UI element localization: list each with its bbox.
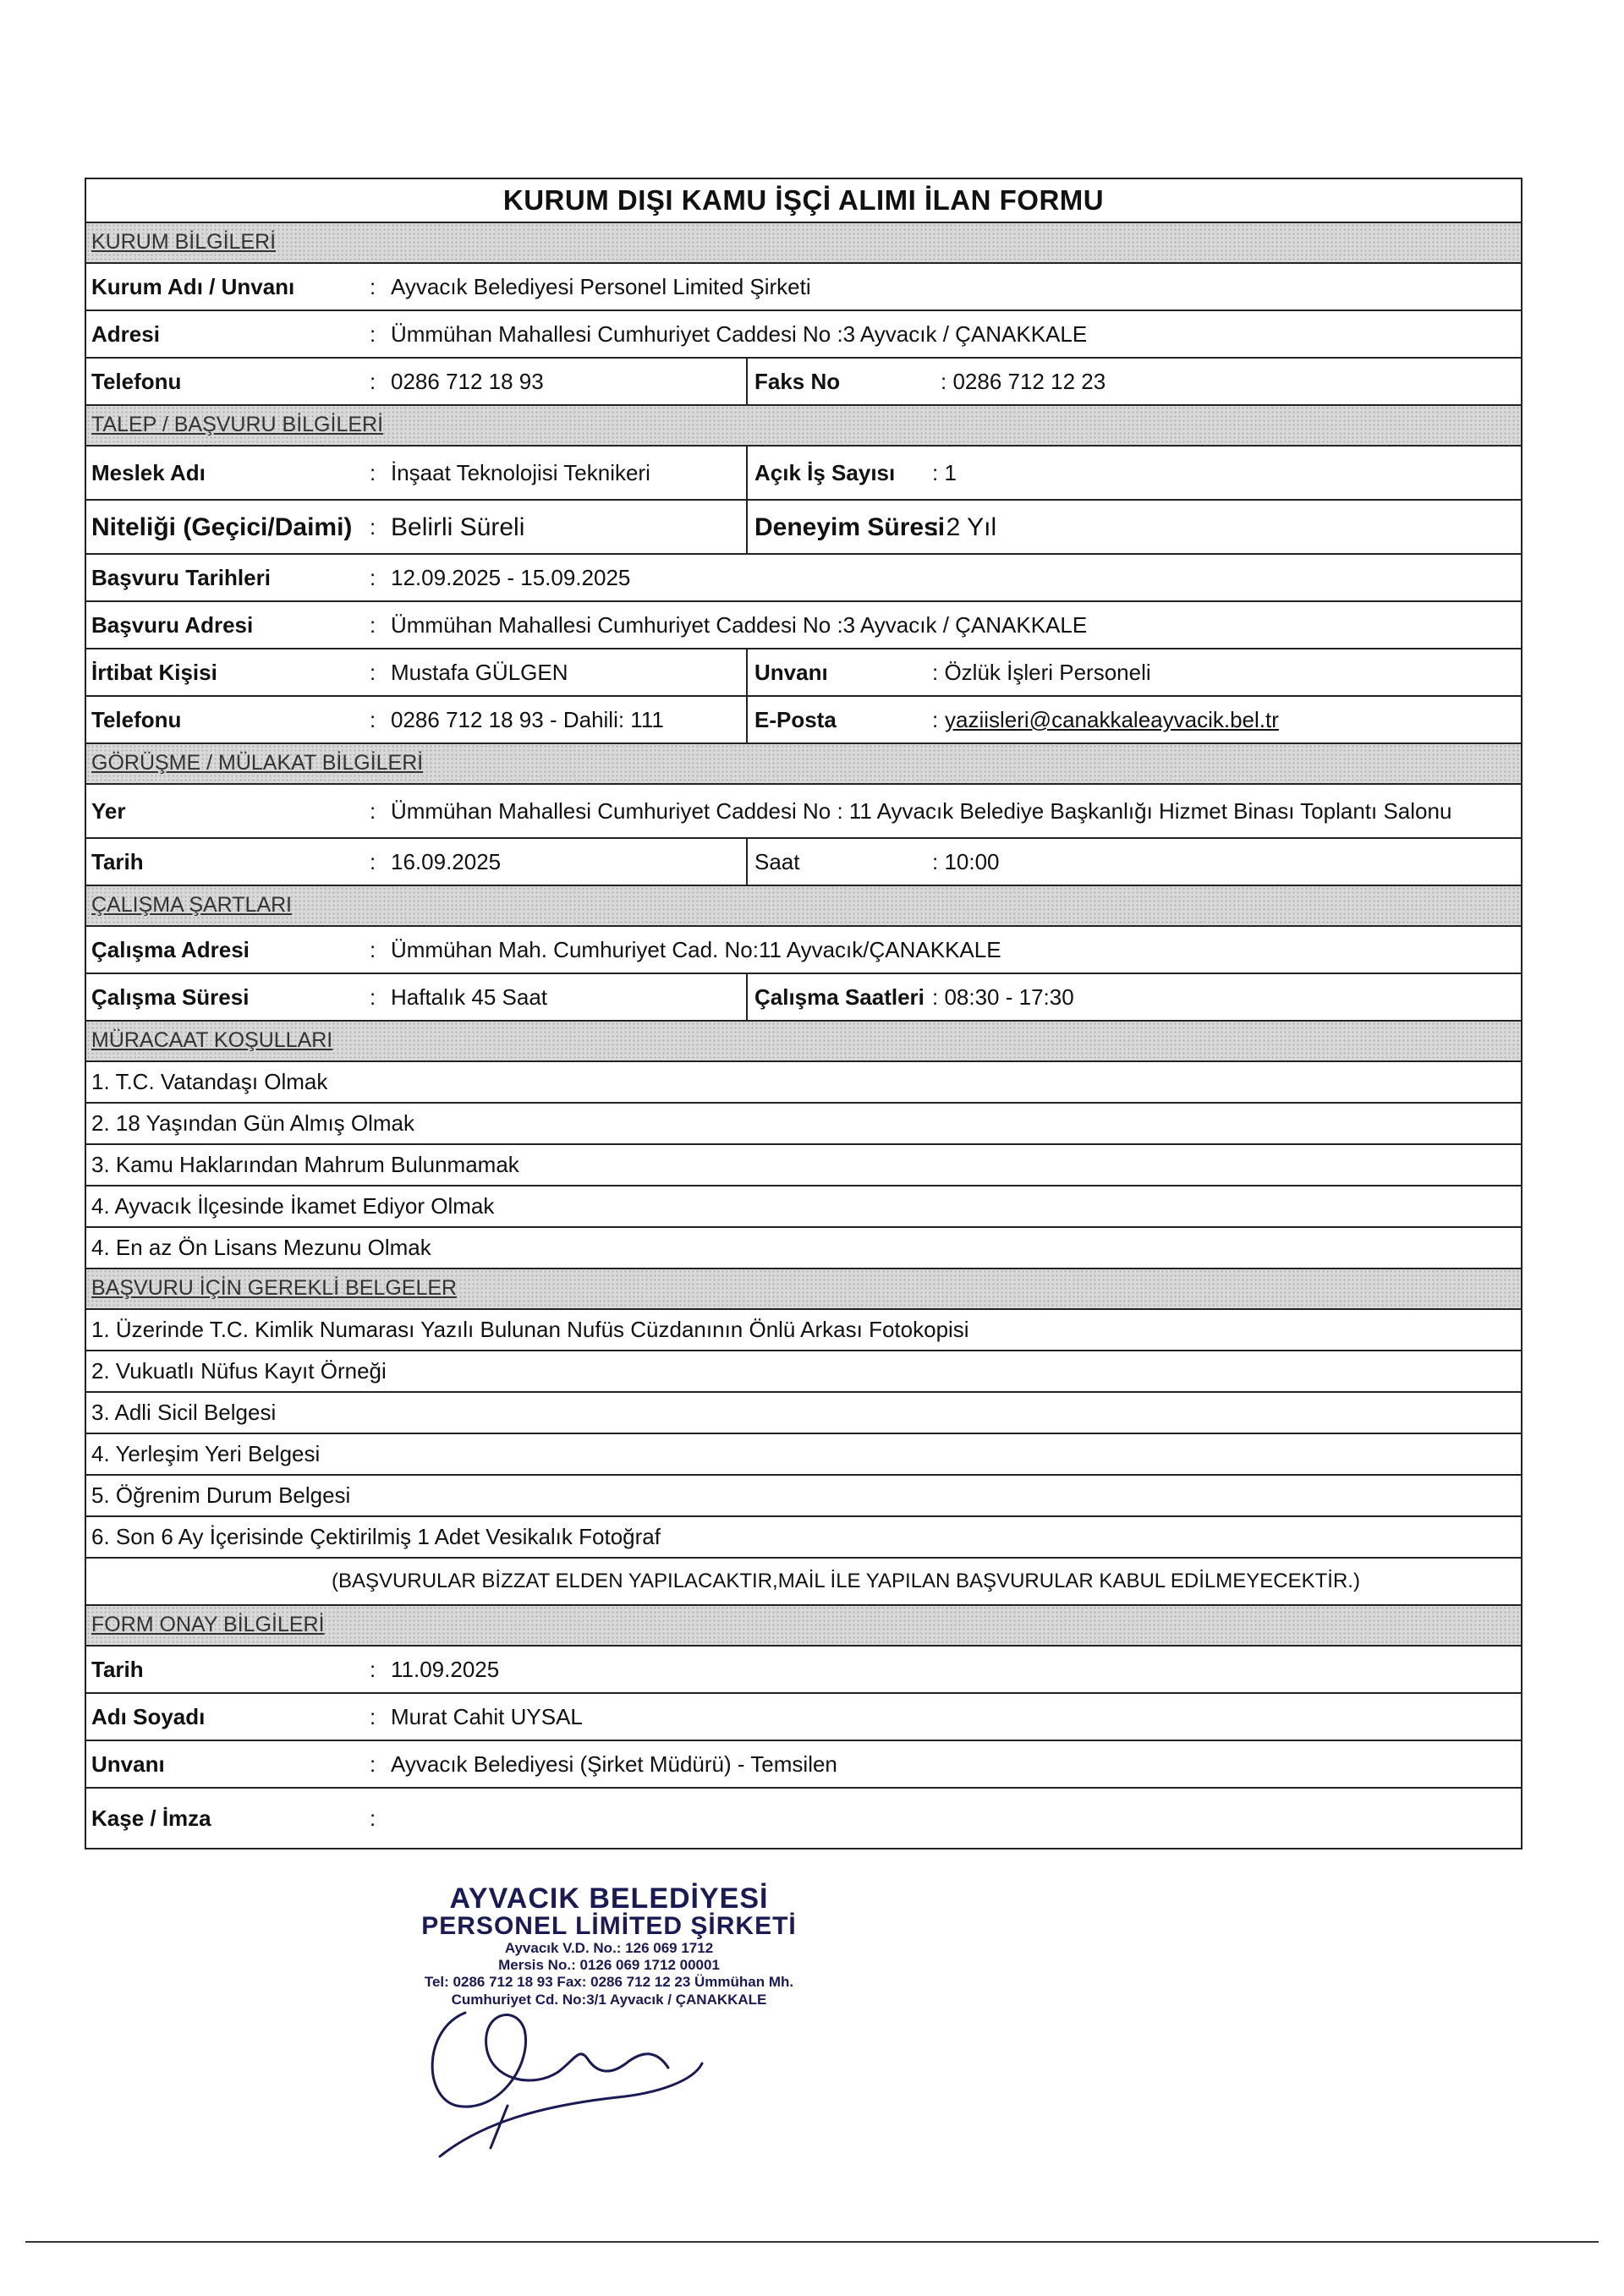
label-irtibat: İrtibat Kişisi — [91, 659, 217, 685]
stamp-line: Tel: 0286 712 18 93 Fax: 0286 712 12 23 Ümmühan Mh. — [424, 1974, 794, 1991]
row-irtibat-telefon — [86, 695, 1521, 743]
label-gorusme-yer: Yer — [91, 797, 126, 824]
label-onay-tarih: Tarih — [91, 1656, 144, 1682]
colon: : — [370, 706, 376, 732]
colon: : — [370, 368, 376, 394]
column-divider — [746, 357, 748, 404]
label-basvuru-adres: Başvuru Adresi — [91, 611, 254, 638]
row-kase-imza — [86, 1787, 1521, 1848]
value-faks: : 0286 712 12 23 — [941, 368, 1106, 394]
row-irtibat — [86, 648, 1521, 695]
value-kurum-adres: Ümmühan Mahallesi Cumhuriyet Caddesi No :3 Ayvacık / ÇANAKKALE — [391, 321, 1088, 347]
label-calisma-adres: Çalışma Adresi — [91, 936, 250, 962]
label-nitelik: Niteliği (Geçici/Daimi) — [91, 512, 353, 541]
label-acik-is: Açık İş Sayısı — [754, 459, 896, 485]
label-faks: Faks No — [754, 368, 841, 394]
value-kurum-adi: Ayvacık Belediyesi Personel Limited Şirketi — [391, 273, 811, 299]
section-talep: TALEP / BAŞVURU BİLGİLERİ — [86, 404, 1521, 445]
colon: : — [370, 1656, 376, 1682]
label-calisma-saatleri: Çalışma Saatleri — [754, 984, 924, 1010]
stamp-line: AYVACIK BELEDİYESİ — [449, 1882, 769, 1915]
value-acik-is: : 1 — [932, 459, 957, 485]
list-item: 4. Ayvacık İlçesinde İkamet Ediyor Olmak — [86, 1185, 1521, 1226]
value-deneyim: : 2 Yıl — [932, 512, 997, 541]
column-divider — [746, 695, 748, 743]
column-divider — [746, 648, 748, 695]
row-onay-unvan — [86, 1740, 1521, 1787]
application-note: (BAŞVURULAR BİZZAT ELDEN YAPILACAKTIR,MAİL İLE YAPILAN BAŞVURULAR KABUL EDİLMEYECEKTİR.) — [86, 1557, 1521, 1604]
colon: : — [932, 706, 939, 732]
value-irtibat-telefon: 0286 712 18 93 - Dahili: 111 — [391, 706, 664, 732]
colon: : — [370, 459, 376, 485]
stamp-line: Cumhuriyet Cd. No:3/1 Ayvacık / ÇANAKKALE — [451, 1991, 767, 2008]
label-eposta: E-Posta — [754, 706, 837, 732]
job-posting-form — [85, 178, 1522, 1849]
list-item: 3. Adli Sicil Belgesi — [86, 1391, 1521, 1433]
colon: : — [370, 848, 376, 874]
list-item: 5. Öğrenim Durum Belgesi — [86, 1474, 1521, 1515]
colon: : — [370, 513, 376, 540]
label-saat: Saat — [754, 848, 800, 874]
colon: : — [370, 1751, 376, 1777]
colon: : — [370, 797, 376, 824]
value-meslek: İnşaat Teknolojisi Teknikeri — [391, 459, 650, 485]
row-basvuru-adres — [86, 600, 1521, 648]
list-item: 4. En az Ön Lisans Mezunu Olmak — [86, 1226, 1521, 1268]
colon: : — [370, 611, 376, 638]
value-gorusme-yer: Ümmühan Mahallesi Cumhuriyet Caddesi No : 11 Ayvacık Belediye Başkanlığı Hizmet Binası Toplantı Salonu — [391, 797, 1452, 824]
value-basvuru-tarih: 12.09.2025 - 15.09.2025 — [391, 564, 631, 590]
label-kurum-telefon: Telefonu — [91, 368, 182, 394]
value-calisma-adres: Ümmühan Mah. Cumhuriyet Cad. No:11 Ayvacık/ÇANAKKALE — [391, 936, 1001, 962]
row-kurum-adres — [86, 310, 1521, 357]
row-meslek — [86, 445, 1521, 499]
list-item: 4. Yerleşim Yeri Belgesi — [86, 1433, 1521, 1474]
section-gorusme: GÖRÜŞME / MÜLAKAT BİLGİLERİ — [86, 743, 1521, 783]
colon: : — [370, 936, 376, 962]
colon: : — [370, 321, 376, 347]
label-deneyim: Deneyim Süresi — [754, 512, 946, 541]
section-muracaat: MÜRACAAT KOŞULLARI — [86, 1020, 1521, 1060]
row-kurum-telefon — [86, 357, 1521, 404]
label-kase-imza: Kaşe / İmza — [91, 1805, 211, 1831]
section-calisma: ÇALIŞMA ŞARTLARI — [86, 885, 1521, 925]
colon: : — [370, 1805, 376, 1831]
stamp-line: PERSONEL LİMİTED ŞİRKETİ — [421, 1912, 797, 1940]
row-onay-ad — [86, 1692, 1521, 1740]
value-kurum-telefon: 0286 712 18 93 — [391, 368, 544, 394]
value-onay-tarih: 11.09.2025 — [391, 1656, 500, 1682]
value-saat: : 10:00 — [932, 848, 1000, 874]
stamp-line: Ayvacık V.D. No.: 126 069 1712 — [504, 1939, 714, 1956]
list-item: 3. Kamu Haklarından Mahrum Bulunmamak — [86, 1143, 1521, 1185]
label-kurum-adi: Kurum Adı / Unvanı — [91, 273, 295, 299]
list-item: 1. T.C. Vatandaşı Olmak — [86, 1060, 1521, 1102]
row-calisma-sure — [86, 973, 1521, 1020]
label-calisma-sure: Çalışma Süresi — [91, 984, 250, 1010]
row-gorusme-tarih — [86, 837, 1521, 885]
label-onay-ad: Adı Soyadı — [91, 1703, 206, 1729]
row-onay-tarih — [86, 1645, 1521, 1692]
email-link[interactable]: yaziisleri@canakkaleayvacik.bel.tr — [945, 706, 1279, 732]
list-item: 6. Son 6 Ay İçerisinde Çektirilmiş 1 Adet Vesikalık Fotoğraf — [86, 1515, 1521, 1557]
stamp-line: Mersis No.: 0126 069 1712 00001 — [498, 1956, 720, 1973]
colon: : — [370, 564, 376, 590]
value-unvan: : Özlük İşleri Personeli — [932, 659, 1151, 685]
value-nitelik: Belirli Süreli — [391, 512, 525, 541]
colon: : — [370, 273, 376, 299]
column-divider — [746, 837, 748, 885]
value-gorusme-tarih: 16.09.2025 — [391, 848, 502, 874]
label-basvuru-tarih: Başvuru Tarihleri — [91, 564, 271, 590]
row-gorusme-yer — [86, 783, 1521, 837]
row-basvuru-tarih — [86, 553, 1521, 600]
column-divider — [746, 445, 748, 499]
section-kurum: KURUM BİLGİLERİ — [86, 222, 1521, 262]
value-onay-unvan: Ayvacık Belediyesi (Şirket Müdürü) - Temsilen — [391, 1751, 837, 1777]
value-calisma-saatleri: : 08:30 - 17:30 — [932, 984, 1074, 1010]
signature-image — [406, 1979, 710, 2165]
list-item: 2. Vukuatlı Nüfus Kayıt Örneği — [86, 1350, 1521, 1391]
row-calisma-adres — [86, 925, 1521, 973]
label-meslek: Meslek Adı — [91, 459, 206, 485]
list-item: 2. 18 Yaşından Gün Almış Olmak — [86, 1102, 1521, 1143]
colon: : — [370, 659, 376, 685]
page-bottom-rule — [25, 2241, 1599, 2243]
section-belgeler: BAŞVURU İÇİN GEREKLİ BELGELER — [86, 1268, 1521, 1308]
colon: : — [370, 1703, 376, 1729]
row-nitelik — [86, 499, 1521, 553]
value-basvuru-adres: Ümmühan Mahallesi Cumhuriyet Caddesi No :3 Ayvacık / ÇANAKKALE — [391, 611, 1088, 638]
colon: : — [370, 984, 376, 1010]
value-onay-ad: Murat Cahit UYSAL — [391, 1703, 583, 1729]
section-onay: FORM ONAY BİLGİLERİ — [86, 1604, 1521, 1645]
label-irtibat-telefon: Telefonu — [91, 706, 182, 732]
label-kurum-adres: Adresi — [91, 321, 160, 347]
column-divider — [746, 499, 748, 553]
value-irtibat: Mustafa GÜLGEN — [391, 659, 568, 685]
form-title: KURUM DIŞI KAMU İŞÇİ ALIMI İLAN FORMU — [502, 184, 1105, 216]
label-onay-unvan: Unvanı — [91, 1751, 165, 1777]
row-kurum-adi — [86, 262, 1521, 310]
label-gorusme-tarih: Tarih — [91, 848, 144, 874]
list-item: 1. Üzerinde T.C. Kimlik Numarası Yazılı Bulunan Nufüs Cüzdanının Önlü Arkası Fotokopisi — [86, 1308, 1521, 1350]
value-calisma-sure: Haftalık 45 Saat — [391, 984, 547, 1010]
column-divider — [746, 973, 748, 1020]
label-unvan: Unvanı — [754, 659, 828, 685]
